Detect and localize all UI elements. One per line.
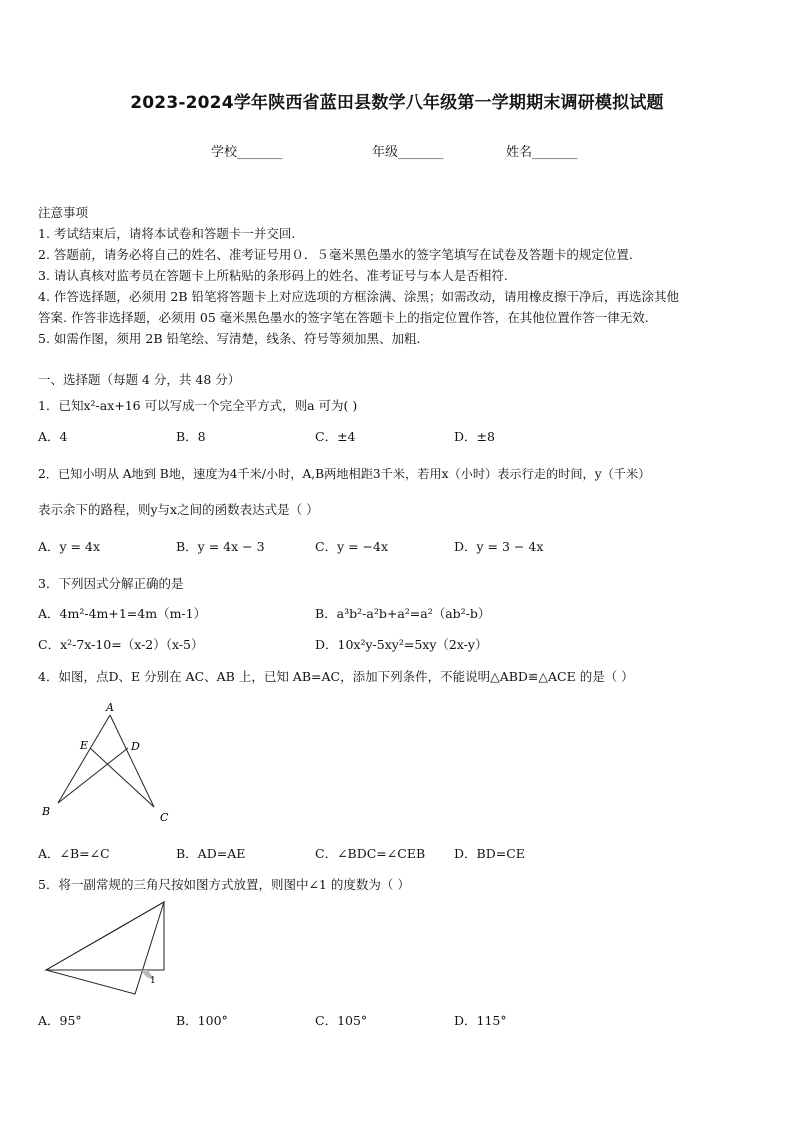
q4-stem: 4．如图，点D、E 分别在 AC、AB 上，已知 AB=AC，添加下列条件，不能说明△ABD≌△ACE 的是（ ）: [38, 669, 634, 684]
grade-field: 年级_______: [372, 145, 444, 160]
q2-stem-line1: 2．已知小明从 A地到 B地，速度为4千米/小时，A,B两地相距3千米，若用x（小时）表示行走的时间，y（千米）: [38, 467, 651, 481]
q1-stem: 1．已知x²-ax+16 可以写成一个完全平方式，则a 可为( ): [38, 398, 358, 413]
label-c: C: [160, 811, 169, 824]
q2-option-d: D．y = 3 − 4x: [454, 539, 544, 554]
q2-option-c: C．y = −4x: [315, 539, 389, 554]
note-item: 5. 如需作图，须用 2B 铅笔绘、写清楚，线条、符号等须加黑、加粗.: [38, 331, 421, 346]
q2-option-a: A．y = 4x: [38, 539, 101, 554]
segment-ce: [90, 748, 154, 807]
note-item: 2. 答题前，请务必将自己的姓名、准考证号用０．５毫米黑色墨水的签字笔填写在试卷及答题卡的规定位置.: [38, 247, 633, 262]
label-b: B: [42, 805, 51, 818]
label-d: D: [131, 740, 140, 753]
q4-option-d: D．BD=CE: [454, 846, 525, 861]
note-item: 答案. 作答非选择题，必须用 05 毫米黑色墨水的签字笔在答题卡上的指定位置作答，在其他位置作答一律无效.: [38, 310, 649, 325]
note-item: 3. 请认真核对监考员在答题卡上所粘贴的条形码上的姓名、准考证号与本人是否相符.: [38, 268, 508, 283]
segment-bd: [58, 748, 128, 803]
q5-option-a: A．95°: [38, 1013, 82, 1028]
set-squares-figure: [38, 895, 178, 1000]
q3-option-d: D．10x²y-5xy²=5xy（2x-y）: [315, 637, 488, 652]
q1-option-b: B．8: [176, 429, 206, 444]
page-title: 2023-2024学年陕西省蓝田县数学八年级第一学期期末调研模拟试题: [130, 93, 664, 113]
angle-1-label: 1: [150, 976, 156, 986]
q1-option-d: D．±8: [454, 429, 495, 444]
q5-option-b: B．100°: [176, 1013, 228, 1028]
q1-option-c: C．±4: [315, 429, 356, 444]
q3-option-b: B．a³b²-a²b+a²=a²（ab²-b）: [315, 606, 491, 621]
q5-option-c: C．105°: [315, 1013, 368, 1028]
set-square-30-60: [46, 902, 164, 994]
name-field: 姓名_______: [506, 145, 578, 160]
q3-stem: 3．下列因式分解正确的是: [38, 576, 184, 591]
q4-option-c: C．∠BDC=∠CEB: [315, 846, 426, 861]
q3-option-a: A．4m²-4m+1=4m（m-1）: [38, 606, 207, 621]
q5-stem: 5．将一副常规的三角尺按如图方式放置，则图中∠1 的度数为（ ）: [38, 877, 410, 892]
note-item: 4. 作答选择题，必须用 2B 铅笔将答题卡上对应选项的方框涂满、涂黑；如需改动，请用橡皮擦干净后，再选涂其他: [38, 289, 679, 304]
q1-option-a: A．4: [38, 429, 68, 444]
edge-ac: [110, 715, 154, 807]
q5-option-d: D．115°: [454, 1013, 507, 1028]
school-field: 学校_______: [211, 145, 283, 160]
q4-option-b: B．AD=AE: [176, 846, 246, 861]
q4-option-a: A．∠B=∠C: [38, 846, 110, 861]
q2-stem-line2: 表示余下的路程，则y与x之间的函数表达式是（ ）: [38, 502, 319, 517]
note-item: 1. 考试结束后，请将本试卷和答题卡一并交回.: [38, 226, 296, 241]
q3-option-c: C．x²-7x-10=（x-2）（x-5）: [38, 637, 204, 652]
q2-option-b: B．y = 4x − 3: [176, 539, 265, 554]
triangle-figure: [30, 695, 190, 830]
section-heading: 一、选择题（每题 4 分，共 48 分）: [38, 372, 241, 387]
label-e: E: [80, 739, 89, 752]
label-a: A: [106, 701, 114, 714]
notes-heading: 注意事项: [38, 205, 89, 220]
